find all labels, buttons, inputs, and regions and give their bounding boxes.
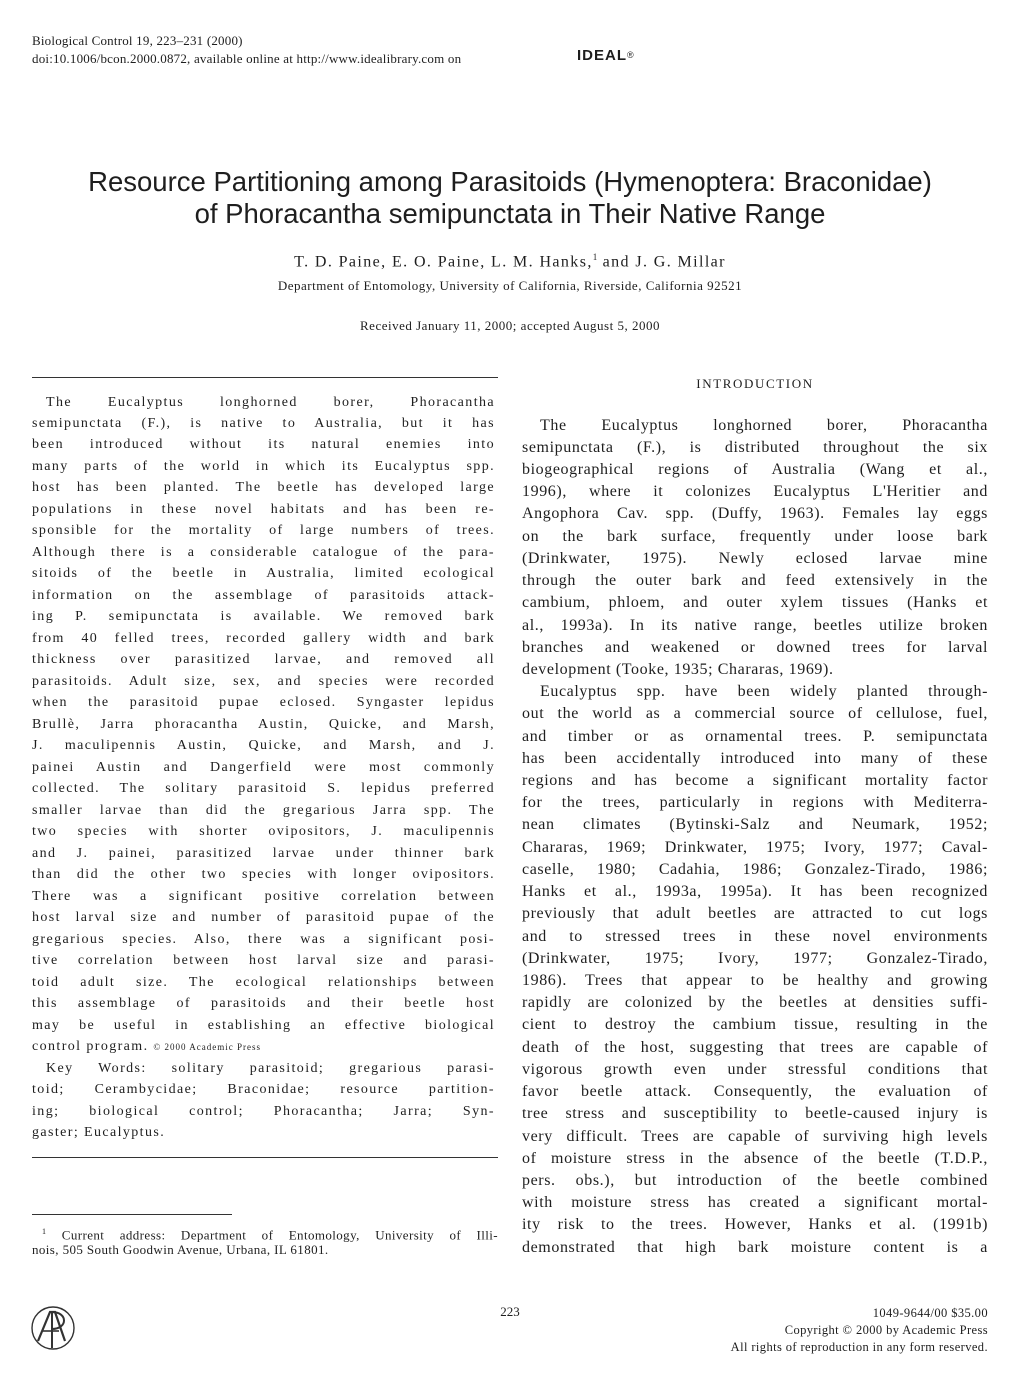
abstract-line: Although there is a considerable catalogue of the para- (32, 545, 495, 560)
abstract-line: J. maculipennis Austin, Quicke, and Marsh, and J. (32, 738, 495, 753)
article-title-line-2: of Phoracantha semipunctata in Their Native Range (194, 198, 826, 229)
abstract-line: The Eucalyptus longhorned borer, Phoracantha (46, 395, 495, 410)
abstract-line: and J. painei, parasitized larvae under thinner bark (32, 846, 495, 861)
received-dates: Received January 11, 2000; accepted August 5, 2000 (360, 318, 660, 333)
keywords-line: ing; biological control; Phoracantha; Jarra; Syn- (32, 1104, 495, 1119)
abstract-line: host has been planted. The beetle has developed large (32, 480, 495, 495)
abstract-line: ing P. semipunctata is available. We removed bark (32, 609, 495, 624)
abstract-line: semipunctata (F.), is native to Australia, but it has (32, 416, 495, 431)
body-line: (Drinkwater, 1975). Newly eclosed larvae mine (522, 550, 988, 567)
copyright-notice: Copyright © 2000 by Academic Press (784, 1323, 988, 1337)
issn-price: 1049-9644/00 $35.00 (872, 1306, 988, 1320)
abstract-line: from 40 felled trees, recorded gallery width and bark (32, 631, 495, 646)
body-line: out the world as a commercial source of cellulose, fuel, (522, 705, 988, 722)
abstract-line: many parts of the world in which its Eucalyptus spp. (32, 459, 495, 474)
abstract-bottom-rule (32, 1157, 498, 1158)
abstract-line: when the parasitoid pupae eclosed. Syngaster lepidus (32, 695, 495, 710)
body-line: branches and weakened or downed trees for larval (522, 639, 988, 656)
body-line: and to stressed trees in these novel environments (522, 928, 988, 945)
abstract-line: sponsible for the mortality of large numbers of trees. (32, 523, 495, 538)
introduction-heading: INTRODUCTION (696, 376, 814, 391)
body-line: favor beetle attack. Consequently, the evaluation of (522, 1083, 988, 1100)
abstract-line: host larval size and number of parasitoid pupae of the (32, 910, 495, 925)
body-line: cient to destroy the cambium tissue, resulting in the (522, 1016, 988, 1033)
abstract-line: thickness over parasitized larvae, and removed all (32, 652, 495, 667)
affiliation: Department of Entomology, University of California, Riverside, California 92521 (277, 278, 743, 293)
abstract-line: may be useful in establishing an effective biological (32, 1018, 495, 1033)
body-line: demonstrated that high bark moisture content is a (522, 1239, 988, 1256)
body-line: for the trees, particularly in regions with Mediterra- (522, 794, 988, 811)
author-list: T. D. Paine, E. O. Paine, L. M. Hanks,$^1$ and J. G. Millar (294, 252, 726, 271)
body-line: Eucalyptus spp. have been widely planted through- (540, 683, 988, 700)
abstract-line: parasitoids. Adult size, sex, and species were recorded (32, 674, 495, 689)
body-line: very difficult. Trees are capable of surviving high levels (522, 1128, 988, 1145)
abstract-top-rule (32, 377, 498, 378)
abstract-line: two species with shorter ovipositors, J. maculipennis (32, 824, 495, 839)
body-line: Hanks et al., 1993a, 1995a). It has been recognized (522, 883, 988, 900)
body-line: development (Tooke, 1935; Chararas, 1969). (522, 661, 834, 678)
body-line: ity risk to the trees. However, Hanks et al. (1991b) (522, 1216, 988, 1233)
body-line: caselle, 1980; Cadahia, 1986; Gonzalez-Tirado, 1986; (522, 861, 988, 878)
body-line: on the bark surface, frequently under loose bark (522, 528, 988, 545)
body-line: previously that adult beetles are attracted to cut logs (522, 905, 988, 922)
doi-line: doi:10.1006/bcon.2000.0872, available online at http://www.idealibrary.com on (32, 51, 462, 66)
abstract-line: been introduced without its natural enemies into (32, 437, 495, 452)
body-line: tree stress and susceptibility to beetle-caused injury is (522, 1105, 988, 1122)
abstract-line: There was a significant positive correlation between (32, 889, 495, 904)
body-line: (Drinkwater, 1975; Ivory, 1977; Gonzalez-Tirado, (522, 950, 988, 967)
body-line: cambium, phloem, and outer xylem tissues (Hanks et (522, 594, 988, 611)
body-line: 1986). Trees that appear to be healthy and growing (522, 972, 988, 989)
journal-citation: Biological Control 19, 223–231 (2000) (32, 33, 243, 48)
body-line: The Eucalyptus longhorned borer, Phoracantha (540, 417, 988, 434)
body-line: Angophora Cav. spp. (Duffy, 1963). Females lay eggs (522, 505, 988, 522)
body-line: through the outer bark and feed extensively in the (522, 572, 988, 589)
abstract-line: Brullè, Jarra phoracantha Austin, Quicke, and Marsh, (32, 717, 495, 732)
body-line: rapidly are colonized by the beetles at densities suffi- (522, 994, 988, 1011)
abstract-line: information on the assemblage of parasitoids attack- (32, 588, 495, 603)
abstract-line: than did the other two species with longer ovipositors. (32, 867, 495, 882)
body-line: and timber or as ornamental trees. P. semipunctata (522, 728, 988, 745)
body-line: regions and has become a significant mortality factor (522, 772, 988, 789)
footnote-rule (32, 1214, 232, 1215)
abstract-line: toid adult size. The ecological relationships between (32, 975, 495, 990)
abstract-line: tive correlation between host larval size and parasi- (32, 953, 495, 968)
abstract-copyright: © 2000 Academic Press (153, 1042, 261, 1052)
article-title-line-1: Resource Partitioning among Parasitoids (Hymenoptera: Braconidae) (88, 166, 932, 197)
keywords-line: gaster; Eucalyptus. (32, 1125, 166, 1140)
page-number: 223 (500, 1304, 520, 1319)
footnote-marker: 1 (592, 252, 598, 262)
ideal-logo: IDEAL® (577, 47, 635, 64)
body-line: 1996), where it colonizes Eucalyptus L'Heritier and (522, 483, 988, 500)
body-line: nean climates (Bytinski-Salz and Neumark, 1952; (522, 816, 988, 833)
body-line: with moisture stress has created a significant mortal- (522, 1194, 988, 1211)
abstract-line: painei Austin and Dangerfield were most commonly (32, 760, 495, 775)
abstract-last-line: control program. © 2000 Academic Press (32, 1039, 261, 1054)
abstract-line: populations in these novel habitats and has been re- (32, 502, 495, 517)
footnote-line-1: $^1$ Current address: Department of Entomology, University of Illi- (42, 1227, 498, 1243)
body-line: biogeographical regions of Australia (Wang et al., (522, 461, 988, 478)
keywords-line: Key Words: solitary parasitoid; gregarious parasi- (46, 1061, 495, 1076)
abstract-line: smaller larvae than did the gregarious Jarra spp. The (32, 803, 495, 818)
body-line: al., 1993a). In its native range, beetles utilize broken (522, 617, 988, 634)
abstract-line: this assemblage of parasitoids and their beetle host (32, 996, 495, 1011)
abstract-line: collected. The solitary parasitoid S. lepidus preferred (32, 781, 495, 796)
abstract-line: gregarious species. Also, there was a significant posi- (32, 932, 495, 947)
body-line: has been accidentally introduced into many of these (522, 750, 988, 767)
keywords-line: toid; Cerambycidae; Braconidae; resource partition- (32, 1082, 495, 1097)
body-line: of moisture stress in the absence of the beetle (T.D.P., (522, 1150, 988, 1167)
body-line: death of the host, suggesting that trees are capable of (522, 1039, 988, 1056)
body-line: Chararas, 1969; Drinkwater, 1975; Ivory, 1977; Caval- (522, 839, 988, 856)
body-line: semipunctata (F.), is distributed throughout the six (522, 439, 988, 456)
abstract-line: sitoids of the beetle in Australia, limited ecological (32, 566, 495, 581)
body-line: pers. obs.), but introduction of the beetle combined (522, 1172, 988, 1189)
footnote-line-2: nois, 505 South Goodwin Avenue, Urbana, IL 61801. (32, 1242, 329, 1257)
body-line: vigorous growth even under stressful conditions that (522, 1061, 988, 1078)
rights-notice: All rights of reproduction in any form reserved. (730, 1340, 988, 1354)
